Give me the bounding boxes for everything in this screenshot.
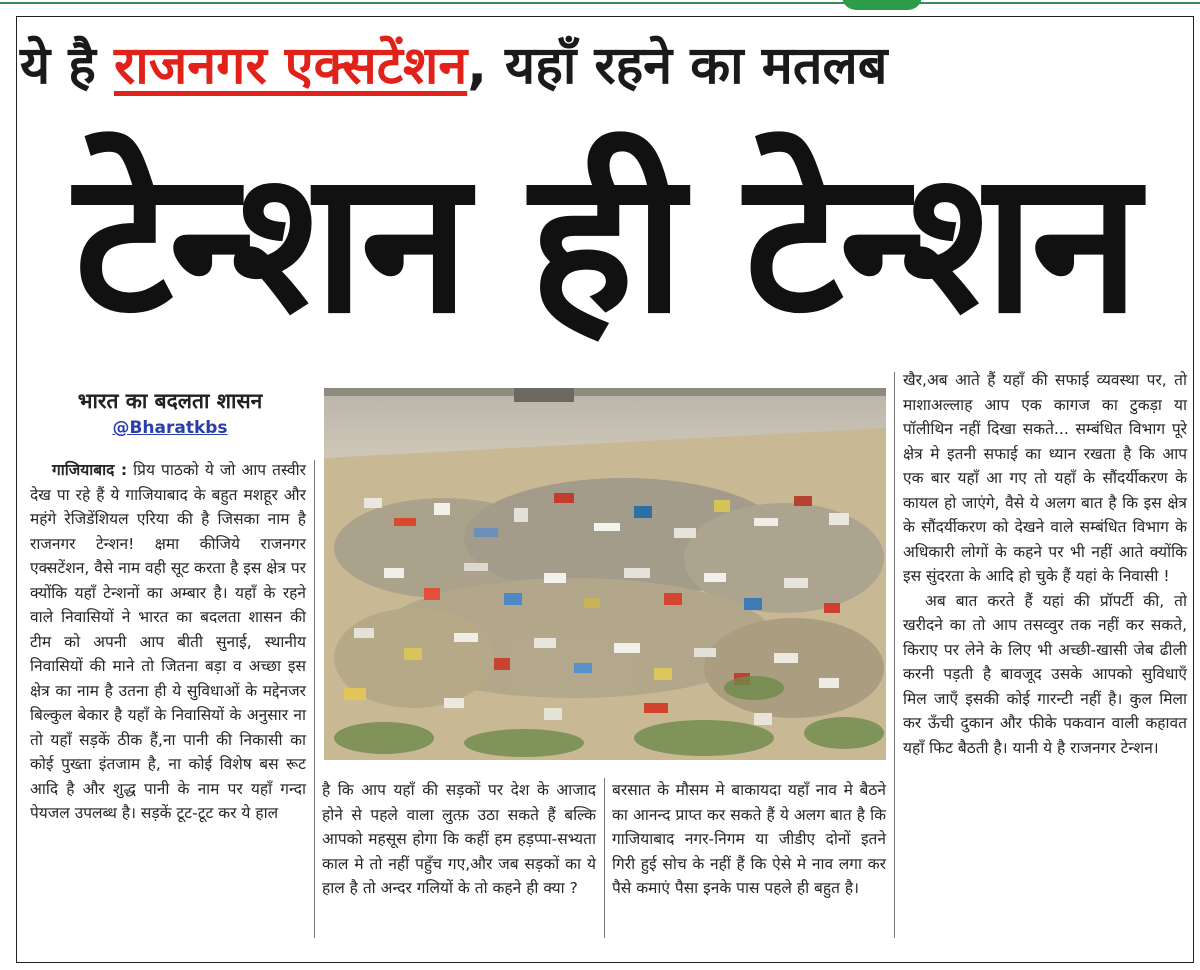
column-3-text: बरसात के मौसम मे बाकायदा यहाँ नाव मे बैठने का आनन्द प्राप्त कर सकते हैं ये अलग बात है कि गाजियाबाद नगर-निगम या जीडीए दोनों इतने गिरी हुई सोच के नहीं हैं कि ऐसे मे नाव लगा कर पैसे कमाएं पैसा इनके पास पहले ही बहुत है। [612,781,886,897]
garbage-photo [324,388,886,760]
byline-name: भारत का बदलता शासन [77,389,263,413]
main-headline [20,108,1190,378]
top-strip [0,0,1200,10]
column-1-text: प्रिय पाठको ये जो आप तस्वीर देख पा रहे हैं ये गाजियाबाद के बहुत मशहूर और महंगे रेजिडेंशियल एरिया की है जिसका नाम है राजनगर टेन्शन! क्षमा कीजिये राजनगर एक्सटेंशन, वैसे नाम वही सूट करता है इस क्षेत्र पर क्योंकि यहाँ टेन्शनों का अम्बार है। यहाँ के रहने वाले निवासियों ने भारत का बदलता शासन की टीम को अपनी आप बीती सुनाई, स्थानीय निवासियों की माने तो जितना बड़ा व अच्छा इस क्षेत्र का नाम है उतना ही ये सुविधाओं के मद्देनजर बिल्कुल बेकार है यहाँ के निवासियों के अनुसार ना तो यहाँ सड़कें ठीक हैं,ना पानी की निकासी का कोई पुख्ता इंतजाम है, ना कोई विशेष बस रूट आदि है और शुद्ध पानी के नाम पर यहाँ गन्दा पेयजल उपलब्ध है। सड़कें टूट-टूट कर ये हाल [30,461,307,822]
article-column-1 [30,458,306,826]
headline-kicker-suffix: , यहाँ रहने का मतलब [467,36,888,96]
column-4-paragraph-1: खैर,अब आते हैं यहाँ की सफाई व्यवस्था पर, तो माशाअल्लाह आप एक कागज का टुकड़ा या पॉलीथिन नहीं दिखा सकते... सम्बंधित विभाग पूरे क्षेत्र मे इतनी सफाई का ध्यान रखता है कि आप एक बार यहाँ आ गए तो यहाँ के सौंदर्यीकरण के कायल हो जाएंगे, वैसे ये अलग बात है कि इस क्षेत्र के सौंदर्यीकरण को देखने वाले सम्बंधित विभाग के अधिकारी लोगों के कहने पर भी नहीं आते क्योंकि इस सुंदरता के आदि हो चुके हैं यहां के निवासी ! [903,371,1187,585]
headline-kicker [20,26,1190,106]
headline-kicker-highlight: राजनगर एक्सटेंशन [113,36,468,96]
main-headline-text: टेन्शन ही टेन्शन [74,129,1136,357]
column-divider [314,460,315,938]
byline-handle[interactable]: @Bharatkbs [112,418,228,438]
column-divider [604,778,605,938]
top-green-line [0,2,1200,4]
garbage-photo-image [324,388,886,760]
column-2-text: है कि आप यहाँ की सड़कों पर देश के आजाद होने से पहले वाला लुत्फ़ उठा सकते हैं बल्कि आपको महसूस होगा कि कहीं हम हड़प्पा-सभ्यता काल मे तो नहीं पहुँच गए,और जब सड़कों का ये हाल है तो अन्दर गलियों के तो कहने ही क्या ? [322,781,596,897]
article-column-2 [322,778,596,901]
masthead-logo [842,0,922,10]
byline [30,386,310,440]
article-column-3 [612,778,886,901]
dateline: गाजियाबाद : [52,461,128,479]
headline-kicker-prefix: ये है [20,36,114,96]
article-column-4 [903,368,1187,760]
article-paragraph [30,458,306,826]
column-4-paragraph-2: अब बात करते हैं यहां की प्रॉपर्टी की, तो खरीदने का तो आप तसव्वुर तक नहीं कर सकते, किराए पर लेने के लिए भी अच्छी-खासी जेब ढीली करनी पड़ती है बावजूद उसके आपको सुविधाएँ मिल जाएँ इसकी कोई गारन्टी नहीं है। कुल मिला कर ऊँची दुकान और फीके पकवान वाली कहावत यहाँ फिट बैठती है। यानी ये है राजनगर टेन्शन। [903,591,1187,757]
column-divider [894,372,895,938]
